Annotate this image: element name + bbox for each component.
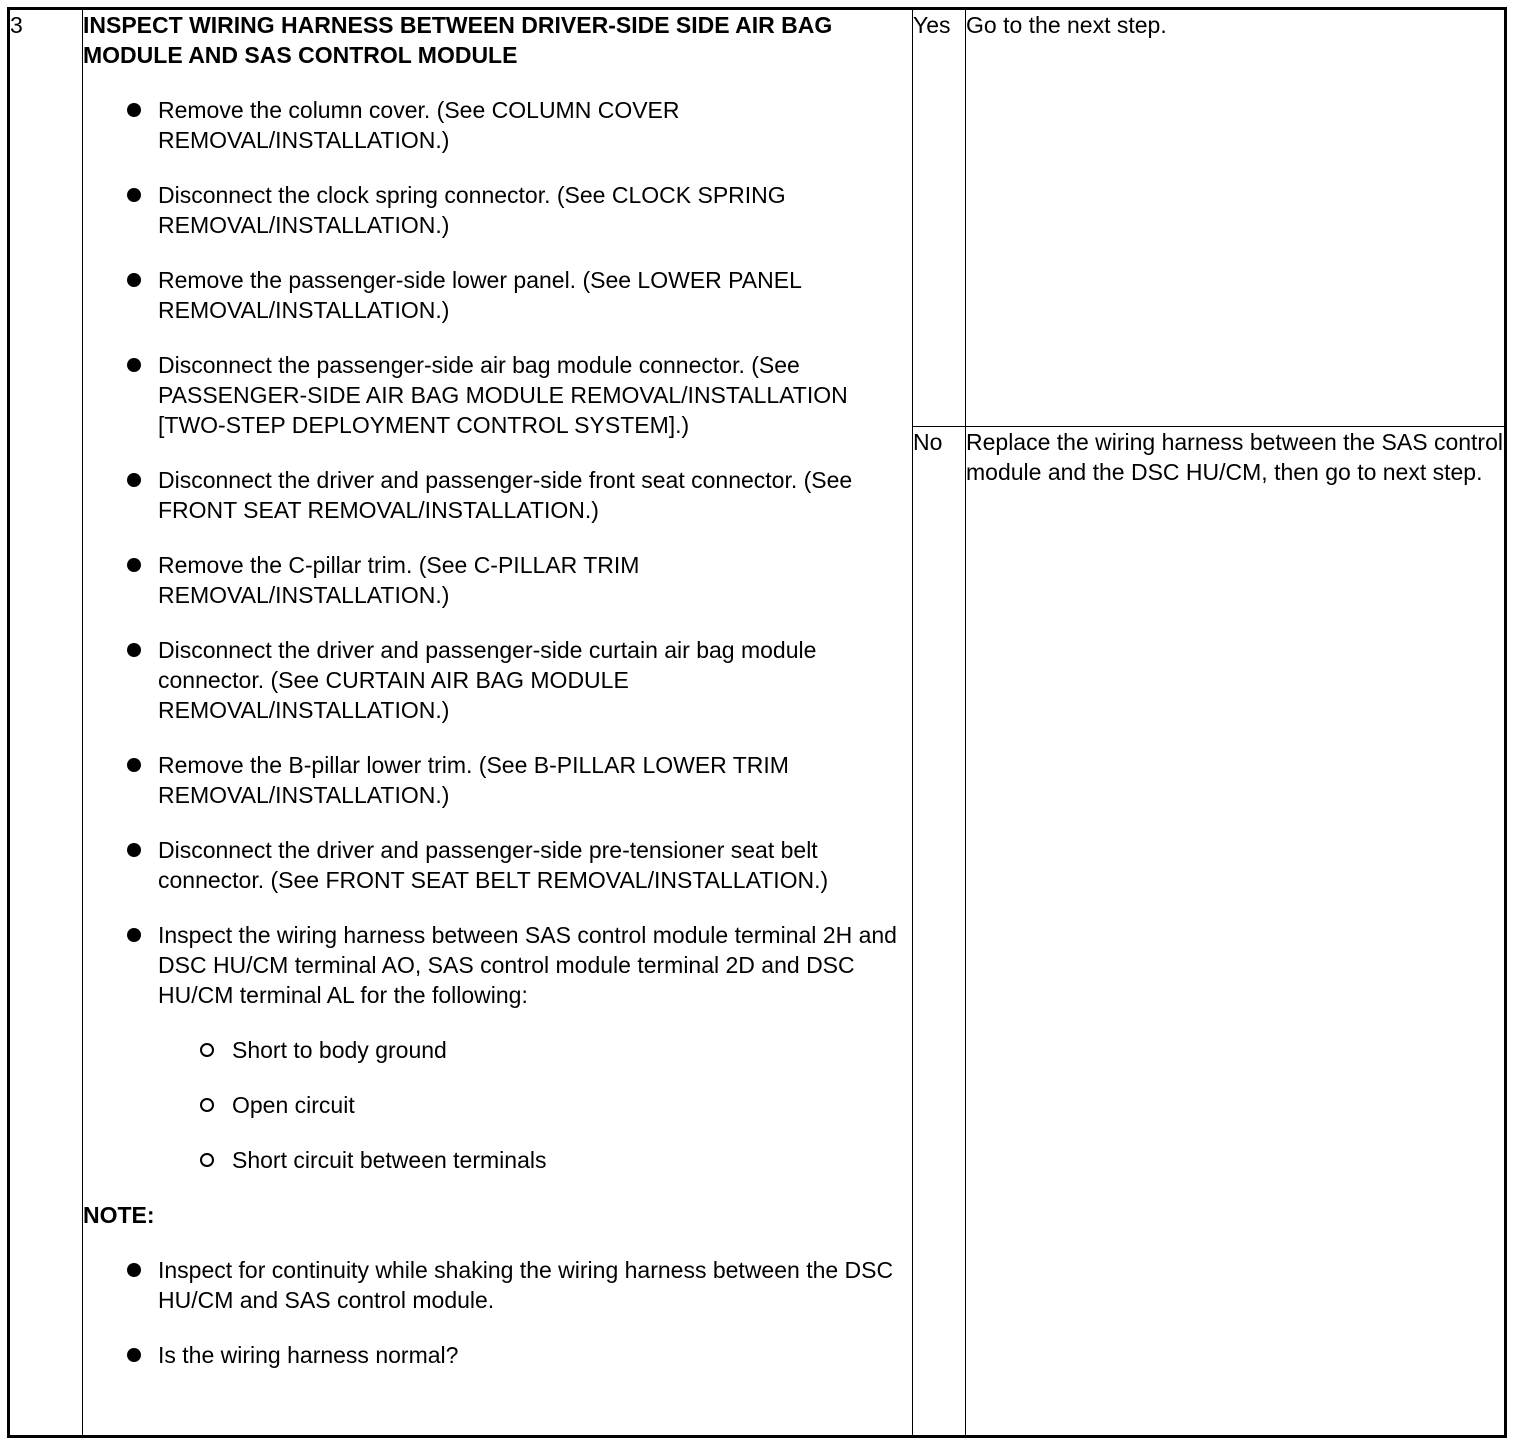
action-text: Disconnect the clock spring connector. (See CLOCK SPRING REMOVAL/INSTALLATION.) bbox=[158, 182, 786, 238]
bullet-circle-icon bbox=[200, 1153, 214, 1167]
note-text: Inspect for continuity while shaking the wiring harness between the DSC HU/CM and SAS control module. bbox=[158, 1257, 894, 1313]
action-text: Disconnect the driver and passenger-side front seat connector. (See FRONT SEAT REMOVAL/INSTALLATION.) bbox=[158, 467, 853, 523]
bullet-dot-icon bbox=[127, 188, 141, 202]
bullet-dot-icon bbox=[127, 928, 141, 942]
check-list bbox=[158, 1035, 912, 1175]
action-item bbox=[83, 750, 912, 810]
bullet-dot-icon bbox=[127, 758, 141, 772]
bullet-dot-icon bbox=[127, 843, 141, 857]
action-text: Remove the C-pillar trim. (See C-PILLAR TRIM REMOVAL/INSTALLATION.) bbox=[158, 552, 640, 608]
bullet-circle-icon bbox=[200, 1043, 214, 1057]
action-item bbox=[83, 635, 912, 725]
result-no-label: No bbox=[913, 427, 966, 1437]
action-item bbox=[83, 550, 912, 610]
check-text: Open circuit bbox=[232, 1092, 355, 1118]
check-item bbox=[158, 1145, 912, 1175]
action-text: Remove the column cover. (See COLUMN COVER REMOVAL/INSTALLATION.) bbox=[158, 97, 680, 153]
result-yes-label: Yes bbox=[913, 9, 966, 427]
check-item bbox=[158, 1090, 912, 1120]
note-item bbox=[83, 1255, 912, 1315]
bullet-dot-icon bbox=[127, 473, 141, 487]
note-label: NOTE: bbox=[83, 1202, 155, 1228]
action-item bbox=[83, 350, 912, 440]
action-item bbox=[83, 265, 912, 325]
action-cell bbox=[83, 9, 913, 1437]
bullet-dot-icon bbox=[127, 358, 141, 372]
check-text: Short circuit between terminals bbox=[232, 1147, 547, 1173]
note-item bbox=[83, 1340, 912, 1370]
result-yes-action: Go to the next step. bbox=[966, 9, 1506, 427]
diagnostic-procedure-table bbox=[7, 7, 1507, 1438]
action-text: Disconnect the driver and passenger-side pre-tensioner seat belt connector. (See FRONT SEAT BELT REMOVAL/INSTALLATION.) bbox=[158, 837, 829, 893]
action-item bbox=[83, 835, 912, 895]
action-item bbox=[83, 465, 912, 525]
step-number: 3 bbox=[9, 9, 83, 1437]
bullet-dot-icon bbox=[127, 558, 141, 572]
bullet-dot-icon bbox=[127, 1348, 141, 1362]
action-text: Disconnect the driver and passenger-side curtain air bag module connector. (See CURTAIN AIR BAG MODULE REMOVAL/INSTALLATION.) bbox=[158, 637, 817, 723]
check-text: Short to body ground bbox=[232, 1037, 447, 1063]
bullet-dot-icon bbox=[127, 643, 141, 657]
action-list bbox=[83, 95, 912, 1175]
bullet-dot-icon bbox=[127, 103, 141, 117]
bullet-dot-icon bbox=[127, 1263, 141, 1277]
action-text: Inspect the wiring harness between SAS control module terminal 2H and DSC HU/CM terminal AO, SAS control module terminal 2D and DSC HU/CM terminal AL for the following: bbox=[158, 922, 897, 1008]
action-item bbox=[83, 95, 912, 155]
action-item bbox=[83, 920, 912, 1175]
note-text: Is the wiring harness normal? bbox=[158, 1342, 459, 1368]
action-text: Remove the passenger-side lower panel. (See LOWER PANEL REMOVAL/INSTALLATION.) bbox=[158, 267, 802, 323]
result-no-action: Replace the wiring harness between the SAS control module and the DSC HU/CM, then go to next step. bbox=[966, 427, 1506, 1437]
check-item bbox=[158, 1035, 912, 1065]
step-heading: INSPECT WIRING HARNESS BETWEEN DRIVER-SIDE SIDE AIR BAG MODULE AND SAS CONTROL MODULE bbox=[83, 12, 833, 68]
step-row bbox=[9, 9, 1506, 427]
bullet-circle-icon bbox=[200, 1098, 214, 1112]
bullet-dot-icon bbox=[127, 273, 141, 287]
action-item bbox=[83, 180, 912, 240]
action-text: Remove the B-pillar lower trim. (See B-PILLAR LOWER TRIM REMOVAL/INSTALLATION.) bbox=[158, 752, 789, 808]
action-text: Disconnect the passenger-side air bag module connector. (See PASSENGER-SIDE AIR BAG MODULE REMOVAL/INSTALLATION [TWO-STEP DEPLOYMENT CONTROL SYSTEM].) bbox=[158, 352, 848, 438]
note-list bbox=[83, 1255, 912, 1370]
